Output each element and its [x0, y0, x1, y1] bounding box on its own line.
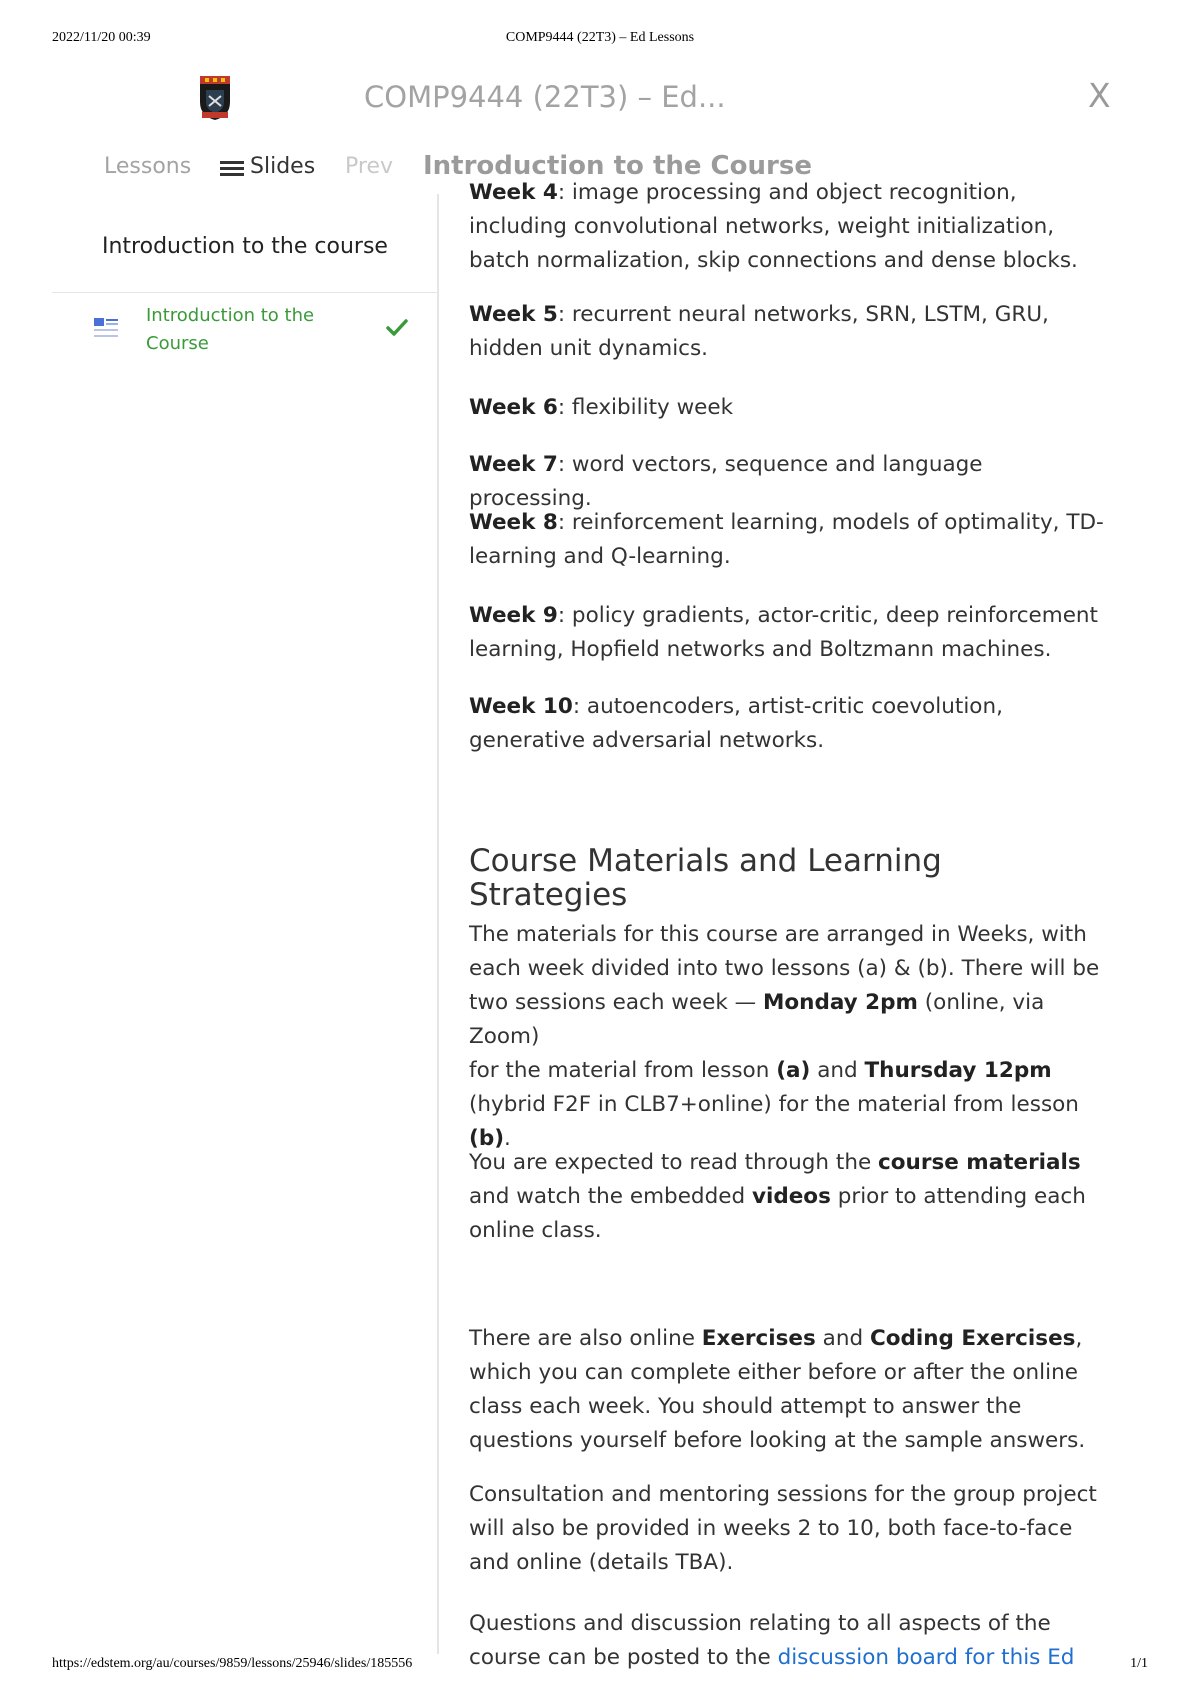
expected-paragraph: You are expected to read through the course materials and watch the embedded videos prior to attending each online class. — [469, 1150, 1086, 1243]
menu-icon — [220, 157, 244, 173]
print-date: 2022/11/20 00:39 — [52, 30, 151, 45]
document-icon — [93, 316, 119, 342]
week5-paragraph: Week 5: recurrent neural networks, SRN, LSTM, GRU, hidden unit dynamics. — [469, 302, 1049, 361]
materials-paragraph: The materials for this course are arranged in Weeks, with each week divided into two lessons (a) & (b). There will be two sessions each week — Monday 2pm (online, via Zoom) for the material from lesson (a) and Thursday 12pm (hybrid F2F in CLB7+online) for the material from lesson (b). — [469, 922, 1100, 1151]
week4-paragraph: Week 4: image processing and object recognition, including convolutional networks, weight initialization, batch normalization, skip connections and dense blocks. — [469, 180, 1078, 273]
prev-button[interactable]: Prev — [345, 154, 393, 179]
questions-paragraph: Questions and discussion relating to all aspects of the course can be posted to the discussion board for this Ed — [469, 1611, 1075, 1670]
section-heading: Course Materials and Learning Strategies — [469, 843, 942, 913]
week9-paragraph: Week 9: policy gradients, actor-critic, deep reinforcement learning, Hopfield networks and Boltzmann machines. — [469, 603, 1098, 662]
sidebar-heading: Introduction to the course — [102, 234, 388, 259]
sidebar-border — [437, 194, 439, 1654]
lessons-tab[interactable]: Lessons — [104, 154, 192, 179]
checkmark-icon — [385, 316, 409, 340]
week6-paragraph: Week 6: flexibility week — [469, 395, 734, 420]
slides-sidebar — [52, 194, 437, 1654]
exercises-paragraph: There are also online Exercises and Coding Exercises, which you can complete either before or after the online class each week. You should attempt to answer the questions yourself before looking at the sample answers. — [469, 1326, 1086, 1453]
slide-content — [469, 180, 1109, 1670]
close-button[interactable]: X — [1088, 76, 1111, 115]
print-url: https://edstem.org/au/courses/9859/lessons/25946/slides/185556 — [52, 1656, 413, 1671]
course-title: COMP9444 (22T3) – Ed... — [364, 80, 726, 114]
slides-tab[interactable] — [220, 154, 315, 179]
slide-title: Introduction to the Course — [423, 151, 812, 181]
sidebar-divider — [52, 292, 437, 293]
print-page-number: 1/1 — [1130, 1656, 1148, 1671]
discussion-board-link[interactable]: discussion board for this Ed — [777, 1645, 1075, 1670]
sidebar-slide-label: Introduction to the Course — [146, 305, 315, 354]
top-bar — [0, 62, 1200, 132]
consultation-paragraph: Consultation and mentoring sessions for the group project will also be provided in weeks 2 to 10, both face-to-face and online (details TBA). — [469, 1482, 1097, 1575]
slides-tab-label: Slides — [250, 154, 316, 179]
week8-paragraph: Week 8: reinforcement learning, models of optimality, TD- learning and Q-learning. — [469, 510, 1104, 569]
sidebar-slide-item[interactable] — [52, 298, 437, 368]
print-title: COMP9444 (22T3) – Ed Lessons — [505, 30, 695, 45]
week10-paragraph: Week 10: autoencoders, artist-critic coevolution, generative adversarial networks. — [469, 694, 1003, 753]
week7-paragraph: Week 7: word vectors, sequence and language processing. — [469, 452, 983, 511]
university-crest-logo — [197, 72, 233, 122]
